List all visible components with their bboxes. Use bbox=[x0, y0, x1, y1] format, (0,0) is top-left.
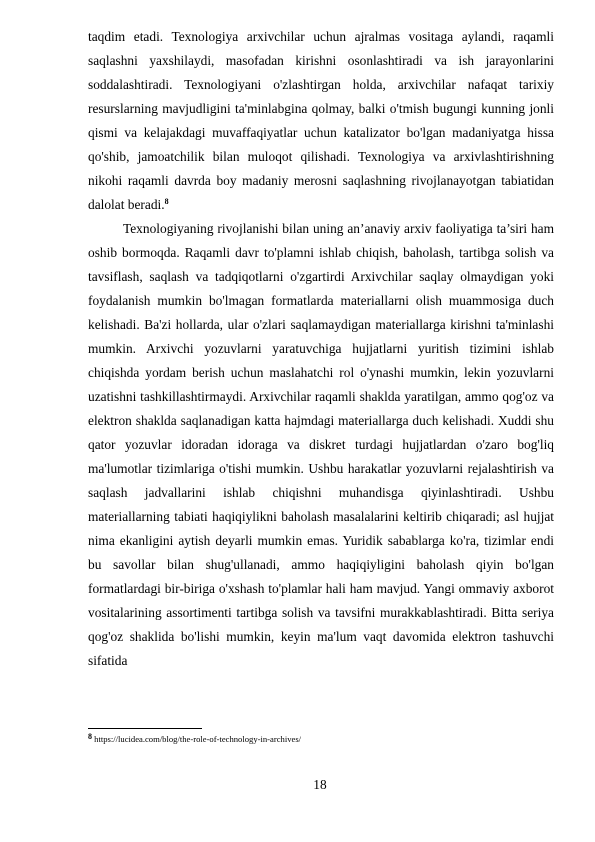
body-text bbox=[88, 25, 554, 673]
paragraph-1 bbox=[88, 25, 554, 217]
footnote-reference[interactable]: 8 bbox=[164, 197, 169, 206]
footnote bbox=[88, 733, 554, 745]
paragraph-2: Texnologiyaning rivojlanishi bilan uning an’anaviy arxiv faoliyatiga ta’siri ham oshib bormoqda. Raqamli davr to'plamni ishlab chiqish, baholash, tartibga solish va tavsiflash, saqlash va tadqiqotlarni o'zgartirdi Arxivchilar saqlay olmaydigan yoki foydalanish mumkin bo'lmagan formatlarda materiallarni olish muammosiga duch kelishadi. Ba'zi hollarda, ular o'zlari saqlamaydigan materiallarga kirishni ta'minlashi mumkin. Arxivchi yozuvlarni yaratuvchiga hujjatlarni yuritish tizimini ishlab chiqishda yordam berish uchun maslahatchi rol o'ynashi mumkin, lekin yozuvlarni uzatishni tashkillashtirmaydi. Arxivchilar raqamli shaklda yaratilgan, ammo qog'oz va elektron shaklda saqlanadigan katta hajmdagi materiallarga duch kelishadi. Xuddi shu qator yozuvlar idoradan idoraga va diskret turdagi hujjatlardan o'zaro bog'liq ma'lumotlar tizimlariga o'tishi mumkin. Ushbu harakatlar yozuvlarni rejalashtirish va saqlash jadvallarini ishlab chiqishni muhandisga qiyinlashtiradi. Ushbu materiallarning tabiati haqiqiylikni baholash masalalarini keltirib chiqaradi; asl hujjat nima ekanligini aytish deyarli mumkin emas. Yuridik sabablarga ko'ra, tizimlar endi bu savollar bilan shug'ullanadi, ammo haqiqiyligini baholash qiyin bo'lgan formatlardagi bir-biriga o'xshash to'plamlar hali ham mavjud. Yangi ommaviy axborot vositalarining assortimenti tartibga solish va tavsifni murakkablashtiradi. Bitta seriya qog'oz shaklida bo'lishi mumkin, keyin ma'lum vaqt davomida elektron tashuvchi sifatida bbox=[88, 221, 554, 668]
paragraph-1-text: taqdim etadi. Texnologiya arxivchilar uchun ajralmas vositaga aylandi, raqamli saqlashni yaxshilaydi, masofadan kirishni osonlashtiradi va ish jarayonlarini soddalashtiradi. Texnologiyani o'zlashtirgan holda, arxivchilar nafaqat tarixiy resurslarning mavjudligini ta'minlabgina qolmay, balki o'tmish bugungi kunning jonli qismi va kelajakdagi muvaffaqiyatlar uchun katalizator bo'lgan madaniyatga hissa qo'shib, jamoatchilik bilan muloqot qilishadi. Texnologiya va arxivlashtirishning nikohi raqamli davrda boy madaniy merosni saqlashning rivojlanayotgan tabiatidan dalolat beradi. bbox=[88, 29, 554, 212]
footnote-link[interactable]: https://lucidea.com/blog/the-role-of-technology-in-archives/ bbox=[94, 734, 302, 744]
page-number: 18 bbox=[313, 777, 327, 792]
footnote-number: 8 bbox=[88, 732, 92, 741]
footnote-separator bbox=[88, 728, 202, 729]
